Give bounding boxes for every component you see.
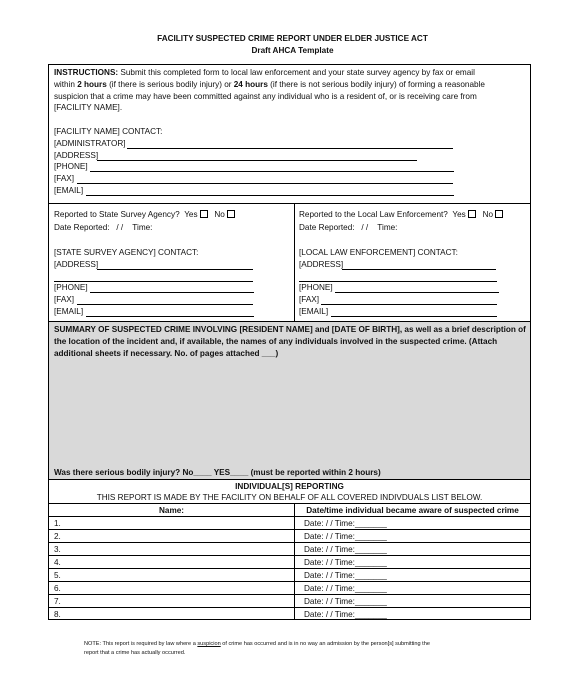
column-name-header: Name:	[158, 506, 185, 515]
individuals-heading: INDIVIDUAL[S] REPORTING	[235, 482, 344, 491]
row-date-time[interactable]: Date: / / Time:_______	[304, 571, 387, 580]
state-date-label: Date Reported:	[54, 223, 110, 232]
instructions-text-2a: within	[54, 80, 78, 89]
table-row[interactable]	[49, 556, 530, 569]
row-number: 8.	[54, 610, 61, 619]
state-yes-label: Yes	[184, 210, 198, 219]
summary-section[interactable]	[48, 321, 531, 480]
law-address-label: [ADDRESS]	[299, 260, 344, 269]
state-address-label: [ADDRESS]	[54, 260, 99, 269]
row-number: 7.	[54, 597, 61, 606]
column-date-header: Date/time individual became aware of suspected crime	[306, 506, 519, 515]
table-header-row	[49, 504, 530, 517]
individuals-subheading: THIS REPORT IS MADE BY THE FACILITY ON BEHALF OF ALL COVERED INDIVDUALS LIST BELOW.	[96, 493, 483, 502]
facility-phone-label: [PHONE]	[54, 162, 88, 171]
law-fax-field[interactable]	[321, 304, 497, 305]
facility-fax-field[interactable]	[77, 183, 453, 184]
state-no-checkbox[interactable]	[227, 210, 235, 218]
state-reported-label: Reported to State Survey Agency?	[54, 210, 180, 219]
facility-administrator-label: [ADMINISTRATOR]	[54, 139, 126, 148]
row-date-time[interactable]: Date: / / Time:_______	[304, 532, 387, 541]
row-number: 1.	[54, 519, 61, 528]
instructions-24-hours: 24 hours	[233, 80, 268, 89]
state-no-label: No	[214, 210, 225, 219]
law-reported-label: Reported to the Local Law Enforcement?	[299, 210, 448, 219]
law-yes-label: Yes	[452, 210, 466, 219]
law-phone-label: [PHONE]	[299, 283, 333, 292]
document-title: FACILITY SUSPECTED CRIME REPORT UNDER ELDER JUSTICE ACT	[157, 34, 428, 43]
state-reported-question	[54, 209, 235, 221]
state-fax-label: [FAX]	[54, 295, 75, 304]
state-phone-label: [PHONE]	[54, 283, 88, 292]
law-date-field[interactable]: / /	[361, 223, 369, 232]
instructions-box	[48, 64, 531, 204]
state-time-label: Time:	[132, 223, 153, 232]
facility-fax-label: [FAX]	[54, 174, 75, 183]
law-yes-checkbox[interactable]	[468, 210, 476, 218]
footnote-line-2: report that a crime has actually occurred.	[84, 650, 186, 656]
instructions-line-4: [FACILITY NAME].	[54, 103, 123, 112]
table-row[interactable]	[49, 595, 530, 608]
row-number: 2.	[54, 532, 61, 541]
instructions-text-2c: (if there is serious bodily injury) or	[106, 80, 234, 89]
law-email-field[interactable]	[331, 316, 497, 317]
row-number: 3.	[54, 545, 61, 554]
state-yes-checkbox[interactable]	[200, 210, 208, 218]
instructions-line-1	[54, 67, 475, 79]
state-contact-heading: [STATE SURVEY AGENCY] CONTACT:	[54, 248, 199, 257]
law-email-label: [EMAIL]	[299, 307, 329, 316]
footnote-text-1c: of crime has occurred and is in no way an admission by the person[s] submitting the	[220, 641, 430, 647]
state-address-field[interactable]	[97, 269, 253, 270]
state-email-field[interactable]	[86, 316, 254, 317]
law-reported-question	[299, 209, 503, 221]
table-row[interactable]	[49, 530, 530, 543]
row-number: 5.	[54, 571, 61, 580]
summary-line-3: additional sheets if necessary. No. of pages attached ___)	[54, 349, 279, 358]
table-row[interactable]	[49, 543, 530, 556]
row-date-time[interactable]: Date: / / Time:_______	[304, 597, 387, 606]
table-row[interactable]	[49, 582, 530, 595]
facility-phone-field[interactable]	[90, 171, 454, 172]
row-date-time[interactable]: Date: / / Time:_______	[304, 519, 387, 528]
individuals-table	[48, 503, 531, 620]
row-date-time[interactable]: Date: / / Time:_______	[304, 558, 387, 567]
reported-column-divider	[294, 204, 295, 321]
footnote-suspicion: suspicion	[197, 641, 221, 647]
summary-line-2: the location of the incident and, if available, the names of any individuals involved in the suspected crime. (Attach	[54, 337, 498, 346]
facility-email-field[interactable]	[86, 195, 454, 196]
state-fax-field[interactable]	[77, 304, 253, 305]
reported-section	[48, 203, 531, 322]
instructions-label: INSTRUCTIONS:	[54, 68, 119, 77]
table-row[interactable]	[49, 608, 530, 620]
table-row[interactable]	[49, 569, 530, 582]
facility-administrator-field[interactable]	[127, 148, 453, 149]
state-date-reported	[54, 222, 152, 234]
law-no-label: No	[482, 210, 494, 219]
row-date-time[interactable]: Date: / / Time:_______	[304, 584, 387, 593]
law-address-field[interactable]	[342, 269, 496, 270]
law-fax-label: [FAX]	[299, 295, 320, 304]
facility-email-label: [EMAIL]	[54, 186, 84, 195]
law-phone-field[interactable]	[335, 292, 499, 293]
law-date-label: Date Reported:	[299, 223, 355, 232]
state-date-field[interactable]: / /	[116, 223, 124, 232]
instructions-line-2	[54, 79, 485, 91]
law-no-checkbox[interactable]	[495, 210, 503, 218]
table-row[interactable]	[49, 517, 530, 530]
footnote-text-1a: NOTE: This report is required by law where a	[84, 641, 198, 647]
row-number: 6.	[54, 584, 61, 593]
facility-contact-heading: [FACILITY NAME] CONTACT:	[54, 127, 163, 136]
instructions-line-3: suspicion that a crime may have been committed against any individual who is a resident of, or is receiving care from	[54, 92, 477, 101]
facility-address-label: [ADDRESS]	[54, 151, 99, 160]
law-time-label: Time:	[377, 223, 398, 232]
serious-injury-question: Was there serious bodily injury? No____ YES____ (must be reported within 2 hours)	[54, 468, 381, 477]
instructions-text-1: Submit this completed form to local law enforcement and your state survey agency by fax or email	[120, 68, 475, 77]
row-date-time[interactable]: Date: / / Time:_______	[304, 610, 387, 619]
law-contact-heading: [LOCAL LAW ENFORCEMENT] CONTACT:	[299, 248, 458, 257]
law-date-reported	[299, 222, 397, 234]
state-email-label: [EMAIL]	[54, 307, 84, 316]
row-date-time[interactable]: Date: / / Time:_______	[304, 545, 387, 554]
instructions-2-hours: 2 hours	[77, 80, 107, 89]
instructions-text-2e: (if there is not serious bodily injury) of forming a reasonable	[267, 80, 485, 89]
individuals-header	[48, 479, 531, 504]
state-phone-field[interactable]	[90, 292, 254, 293]
facility-address-field[interactable]	[97, 160, 417, 161]
summary-line-1: SUMMARY OF SUSPECTED CRIME INVOLVING [RESIDENT NAME] and [DATE OF BIRTH], as well as a brief description of	[54, 325, 526, 334]
row-number: 4.	[54, 558, 61, 567]
document-subtitle: Draft AHCA Template	[251, 46, 334, 55]
